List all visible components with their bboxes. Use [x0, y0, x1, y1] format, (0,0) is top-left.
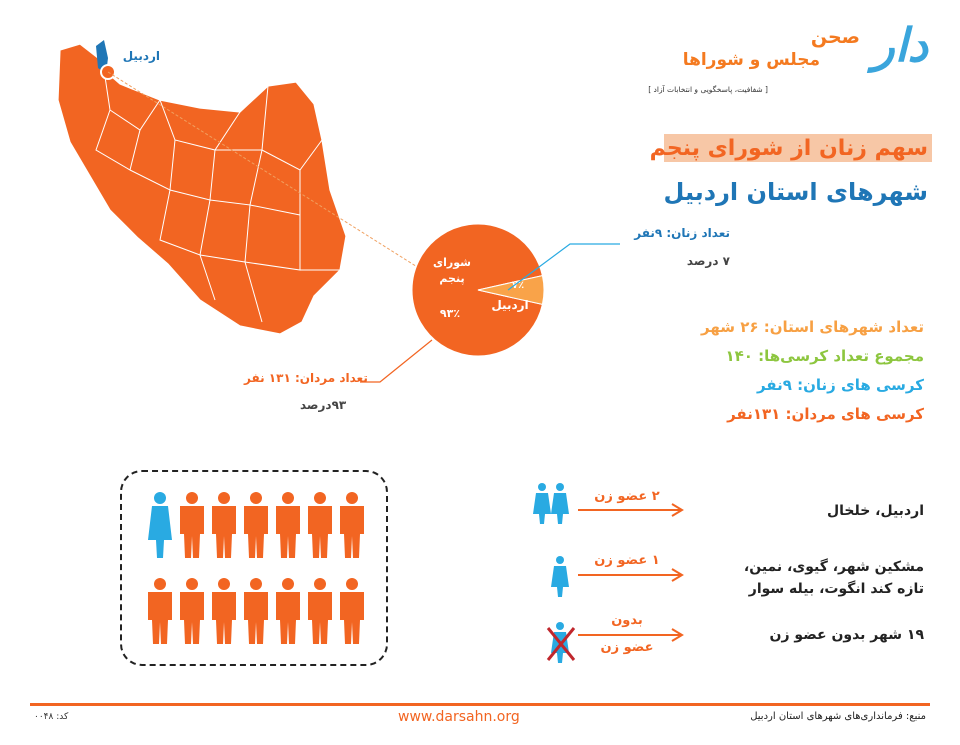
man-icon [244, 578, 268, 644]
woman-icon [551, 556, 569, 597]
man-icon [148, 578, 172, 644]
people-grid [120, 470, 388, 666]
footer-divider [30, 703, 930, 706]
city-row-one-woman [744, 556, 924, 600]
man-icon [276, 492, 300, 558]
man-icon [340, 578, 364, 644]
map-label-ardabil: اردبیل [122, 49, 160, 63]
iran-map [58, 44, 346, 334]
woman-icon [148, 492, 172, 558]
city-row-no-women [770, 624, 924, 646]
men-percent: ۹۳درصد [300, 398, 347, 412]
women-percent: ۷ درصد [686, 254, 730, 268]
page-subtitle: شهرهای استان اردبیل [663, 178, 928, 206]
pie-chart [412, 224, 544, 356]
logo-sahn: صحن [810, 26, 860, 48]
man-icon [340, 492, 364, 558]
pie-title-line2: پنجم [439, 272, 465, 285]
pie-title-line1: شورای [433, 256, 471, 269]
men-callout-line [360, 340, 432, 382]
footer-source: منبع: فرمانداری‌های شهرهای استان اردبیل [750, 711, 926, 722]
man-icon [276, 578, 300, 644]
city-row-two-women [827, 500, 924, 522]
city-names: ۱۹ شهر بدون عضو زن [769, 627, 924, 643]
stat-cities: تعداد شهرهای استان: ۲۶ شهر [700, 318, 924, 336]
stat-women-seats: کرسی های زنان: ۹نفر [756, 376, 924, 394]
man-icon [308, 578, 332, 644]
logo-word: دار [872, 18, 928, 72]
women-count: تعداد زنان: ۹نفر [634, 226, 730, 240]
city-names: اردبیل، خلخال [826, 503, 924, 519]
logo-tagline: [ شفافیت، پاسخگویی و انتخابات آزاد ] [648, 85, 768, 94]
man-icon [308, 492, 332, 558]
man-icon [180, 578, 204, 644]
pie-label-men: ۹۳٪ [439, 307, 461, 320]
stat-total-seats: مجموع تعداد کرسی‌ها: ۱۴۰ [725, 347, 924, 365]
stat-men-seats: کرسی های مردان: ۱۳۱نفر [727, 405, 924, 423]
pie-label-women: ۷٪ [511, 280, 525, 291]
man-icon [244, 492, 268, 558]
man-icon [212, 492, 236, 558]
pie-city-label: اردبیل [491, 298, 529, 312]
city-names: مشکین شهر، گیوی، نمین، [743, 559, 924, 575]
footer-code: کد: ۰۰۴۸ [34, 712, 69, 722]
logo-majlis: مجلس و شوراها [682, 50, 820, 70]
man-icon [212, 578, 236, 644]
page-title: سهم زنان از شورای پنجم [649, 136, 928, 161]
woman-icon [533, 483, 551, 524]
arrow-label-none-1: بدون [611, 613, 643, 628]
footer-url[interactable]: www.darsahn.org [398, 709, 520, 725]
city-names: تازه کند انگوت، بیله سوار [748, 581, 924, 597]
man-icon [180, 492, 204, 558]
arrow-label-one-woman: ۱ عضو زن [594, 553, 660, 568]
woman-icon [551, 483, 569, 524]
arrow-label-none-2: عضو زن [600, 640, 654, 655]
men-count: تعداد مردان: ۱۳۱ نفر [244, 371, 368, 385]
arrow-label-two-women: ۲ عضو زن [594, 489, 660, 504]
